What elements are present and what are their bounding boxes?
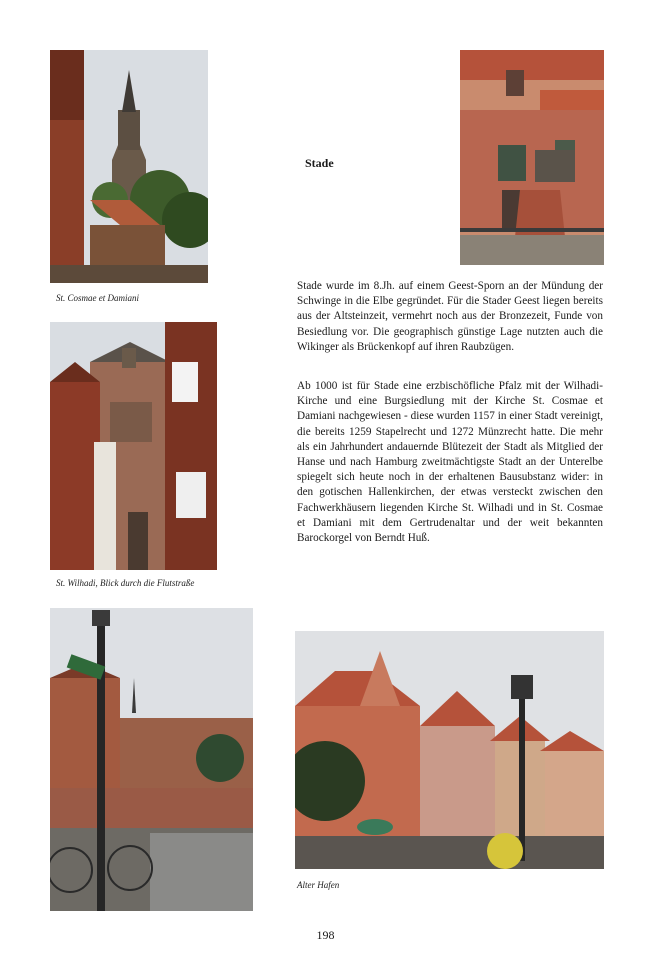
caption-photo4: Alter Hafen [297,880,340,890]
photo-brick-building [460,50,604,265]
photo-st-cosmae [50,50,208,283]
paragraph-1: Stade wurde im 8.Jh. auf einem Geest-Sporn an der Mündung der Schwinge in die Elbe gegründet. Für die Stader Geest liegen bereits aus der Altsteinzeit, vermehrt noch aus der Bronzezeit, Funde von Besiedlung vor. Die geographisch günstige Lage nutzten auch die Wikinger als Brückenkopf auf ihren Raubzügen. [297,280,603,353]
caption-photo2: St. Wilhadi, Blick durch die Flutstraße [56,578,195,588]
photo-st-wilhadi [50,322,217,570]
photo-alter-hafen [295,631,604,869]
paragraph-2: Ab 1000 ist für Stade eine erzbischöfliche Pfalz mit der Wilhadi-Kirche und eine Burgsiedlung mit der Kirche St. Cosmae et Damiani nachgewiesen - diese wurden 1157 in einer Stadt vereinigt, die bereits 1259 Stapelrecht und 1272 Münzrecht hatte. Die mehr als ein Jahrhundert andauernde Blütezeit der Stadt als Mitglied der Hanse und nach Hamburg zweitmächtigste Stadt an der Unterelbe spiegelt sich heute noch in der erhaltenen Bausubstanz wider: in den gotischen Hallenkirchen, der etwas versteckt zwischen den Fachwerkhäusern liegenden Kirche St. Wilhadi und in St. Cosmae et Damiani mit dem Gertrudenaltar und der weit bekannten Barockorgel von Berndt Huß. [297,380,603,545]
caption-photo1: St. Cosmae et Damiani [56,293,139,303]
page-number: 198 [316,928,335,942]
photo-street-lamp [50,608,253,911]
page-title: Stade [305,156,334,170]
